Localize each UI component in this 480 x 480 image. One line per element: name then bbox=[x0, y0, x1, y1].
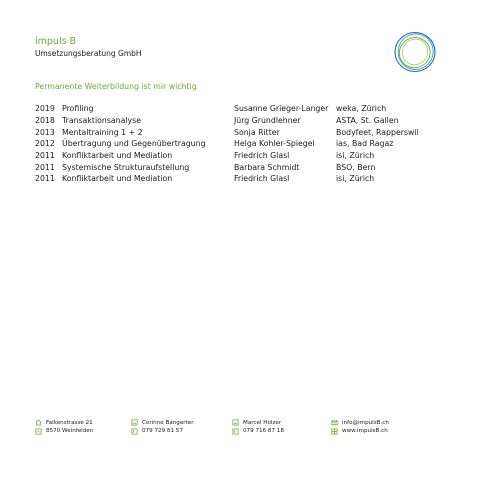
course-year: 2013 bbox=[35, 127, 55, 137]
phone-icon bbox=[232, 428, 239, 435]
contact-2-name: Marcel Holzer bbox=[243, 420, 282, 426]
course-year: 2011 bbox=[35, 162, 55, 172]
course-row bbox=[35, 138, 446, 150]
person-icon bbox=[232, 419, 239, 426]
course-year: 2019 bbox=[35, 104, 55, 114]
course-location: isi, Zürich bbox=[336, 151, 375, 161]
course-instructor: Friedrich Glasl bbox=[234, 174, 290, 184]
course-title: Konfliktarbeit und Mediation bbox=[62, 151, 173, 161]
contact-2-phone[interactable]: 079 716 87 18 bbox=[243, 428, 284, 435]
course-location: weka, Zürich bbox=[336, 104, 387, 114]
contact-1-name: Corinne Bangerter bbox=[142, 420, 194, 426]
course-table bbox=[35, 103, 446, 185]
course-location: ASTA, St. Gallen bbox=[336, 116, 399, 126]
company-logo bbox=[393, 30, 437, 74]
course-instructor: Helga Kohler-Spiegel bbox=[234, 139, 315, 149]
course-location: Bodyfeet, Rapperswil bbox=[336, 127, 419, 137]
course-year: 2018 bbox=[35, 116, 55, 126]
course-row bbox=[35, 115, 446, 127]
email-link[interactable]: info@impulsB.ch bbox=[342, 420, 389, 426]
course-title: Profiling bbox=[62, 104, 94, 114]
course-instructor: Barbara Schmidt bbox=[234, 162, 300, 172]
brand-block bbox=[35, 36, 142, 59]
person-icon bbox=[131, 419, 138, 426]
mail-icon bbox=[331, 419, 338, 426]
course-title: Transaktionsanalyse bbox=[62, 116, 142, 126]
course-row bbox=[35, 150, 446, 162]
course-instructor: Jürg Grundlehner bbox=[234, 116, 301, 126]
course-row bbox=[35, 161, 446, 173]
course-location: BSO, Bern bbox=[336, 162, 376, 172]
home-icon bbox=[35, 419, 42, 426]
web-icon bbox=[331, 428, 338, 435]
course-location: isi, Zürich bbox=[336, 174, 375, 184]
course-title: Übertragung und Gegenübertragung bbox=[62, 139, 206, 149]
course-title: Systemische Strukturaufstellung bbox=[62, 162, 190, 172]
course-instructor: Friedrich Glasl bbox=[234, 151, 290, 161]
section-title: Permanente Weiterbildung ist mir wichtig bbox=[35, 82, 197, 91]
website-link[interactable]: www.impulsB.ch bbox=[342, 428, 388, 435]
brand-subtitle: Umsetzungsberatung GmbH bbox=[35, 49, 142, 58]
footer bbox=[0, 419, 480, 441]
location-icon bbox=[35, 428, 42, 435]
course-title: Konfliktarbeit und Mediation bbox=[62, 174, 173, 184]
address-street: Falkenstrasse 21 bbox=[46, 420, 93, 426]
course-row bbox=[35, 103, 446, 115]
course-year: 2011 bbox=[35, 174, 55, 184]
course-title: Mentaltraining 1 + 2 bbox=[62, 127, 143, 137]
course-year: 2012 bbox=[35, 139, 55, 149]
course-year: 2011 bbox=[35, 151, 55, 161]
course-row bbox=[35, 173, 446, 185]
brand-name: impuls B bbox=[35, 36, 77, 47]
course-location: ias, Bad Ragaz bbox=[336, 139, 394, 149]
contact-1-phone[interactable]: 079 729 81 57 bbox=[142, 428, 183, 435]
phone-icon bbox=[131, 428, 138, 435]
course-instructor: Susanne Grieger-Langer bbox=[234, 104, 329, 114]
address-city: 8570 Weinfelden bbox=[46, 428, 94, 435]
course-row bbox=[35, 126, 446, 138]
course-instructor: Sonja Ritter bbox=[234, 127, 280, 137]
